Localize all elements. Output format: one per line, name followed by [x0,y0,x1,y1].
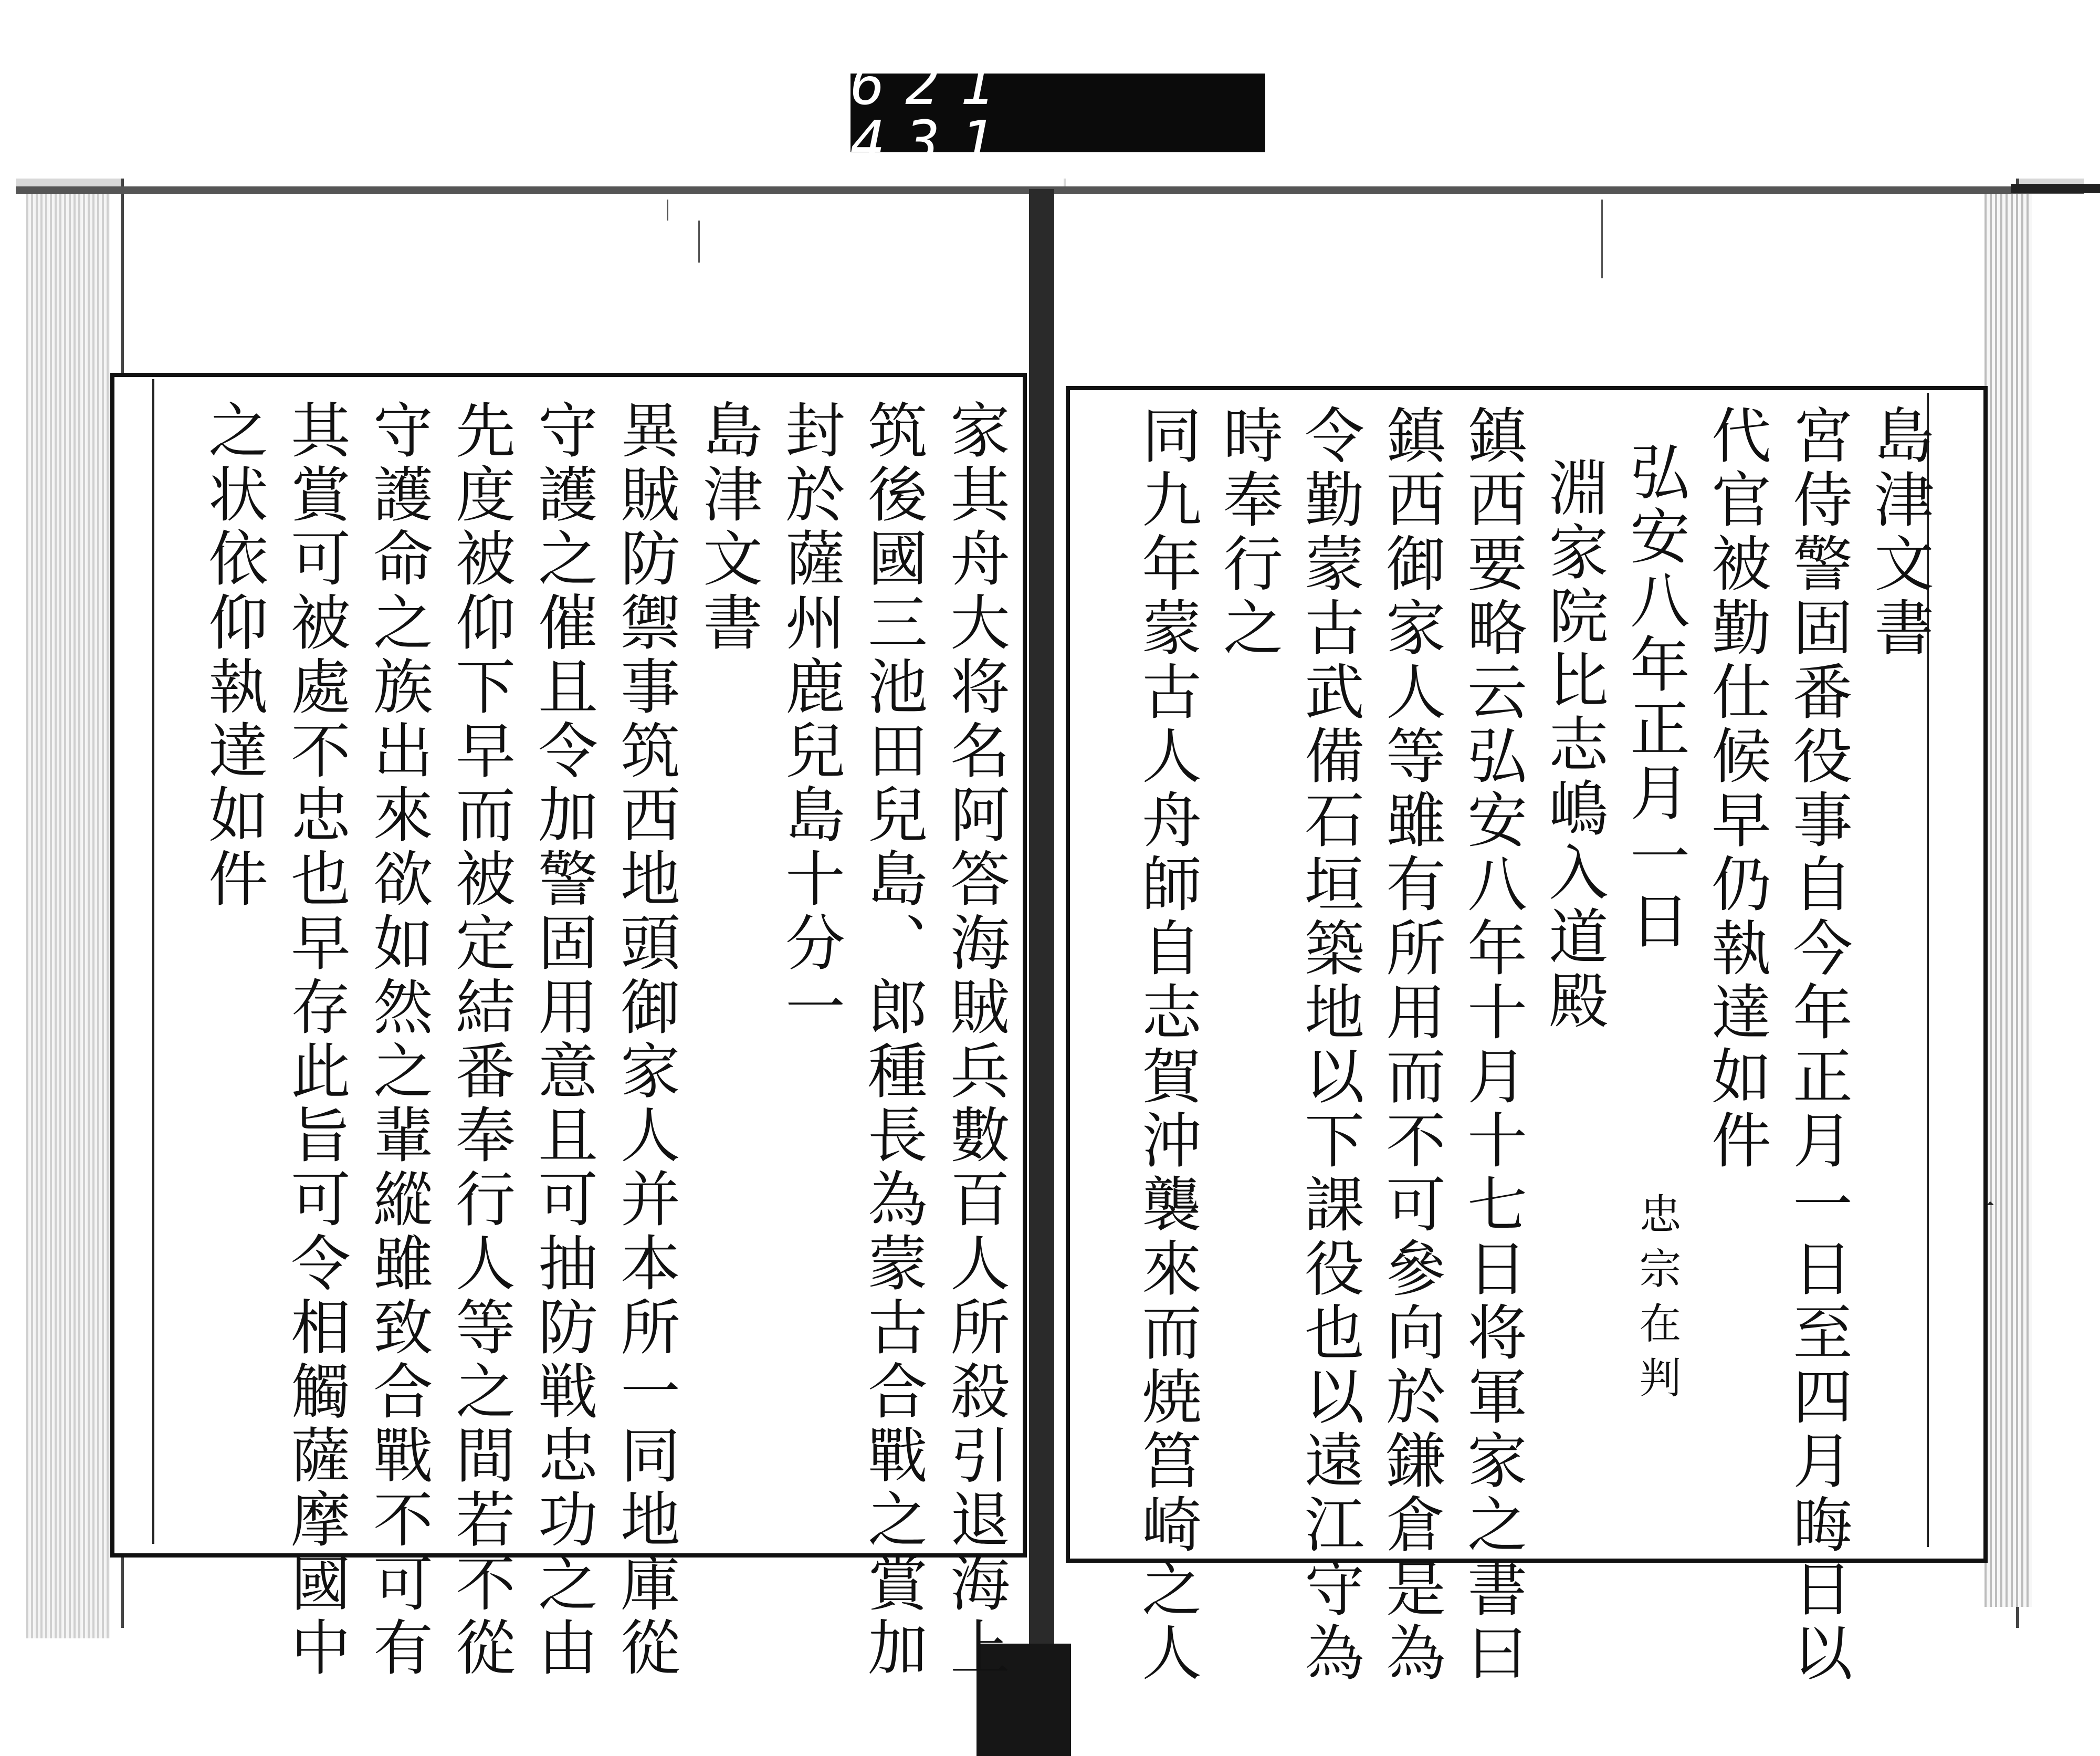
right-col-7: 鎮西御家人等雖有所用而不可參向於鎌倉是為 [1376,404,1446,1686]
right-col-4-signature: 忠宗在判 [1632,1192,1681,1410]
book-gutter [1029,189,1054,1649]
left-col-1: 家其舟大将名阿答海賊兵數百人所殺引退海上 [940,399,1010,1680]
scan-scratch [1601,200,1603,278]
right-col-6: 鎮西要略云弘安八年十月十七日将軍家之書曰 [1457,404,1527,1686]
right-col-3: 代官被勤仕候早仍執達如件 [1702,404,1771,1173]
right-col-8: 令勤蒙古武備石垣築地以下課役也以遠江守為 [1295,404,1364,1686]
left-col-9: 其賞可被處不忠也早存此旨可令相觸薩摩國中 [281,399,351,1680]
right-page-edge [1984,189,2032,1607]
top-right-rule [2011,184,2100,193]
left-col-3: 封於薩州鹿兒島十分一 [775,399,845,1040]
left-col-2: 筑後國三池田兒島、郎種長為蒙古合戰之賞加 [858,399,928,1680]
left-page-edge [26,189,110,1638]
left-inner-rule [152,379,154,1544]
left-col-6: 守護之催且令加警固用意且可抽防戦忠功之由 [528,399,598,1680]
right-col-4-date: 弘安八年正月一日 [1620,441,1690,954]
right-col-10: 同九年蒙古人舟師自志賀沖襲來而焼筥崎之人 [1132,404,1202,1686]
frame-id-plate: 621 431. [850,74,1265,152]
left-col-8: 守護命之族出來欲如然之輩縱雖致合戰不可有 [363,399,433,1680]
scan-scratch [667,200,668,221]
right-col-9: 時奉行之 [1213,404,1283,661]
right-col-2: 宮侍警固番役事自今年正月一日至四月晦日以 [1783,404,1853,1686]
scan-scratch [698,221,700,263]
left-col-10: 之状依仰執達如件 [198,399,268,912]
left-col-7: 先度被仰下早而被定結番奉行人等之間若不從 [446,399,516,1680]
right-col-1-heading: 島津文書 [1864,404,1934,661]
left-col-4-heading: 島津文書 [693,399,763,655]
left-col-5: 異賊防禦事筑西地頭御家人并本所一同地庫從 [611,399,680,1680]
right-col-5: 淵家院比志嶋入道殿 [1539,457,1609,1033]
